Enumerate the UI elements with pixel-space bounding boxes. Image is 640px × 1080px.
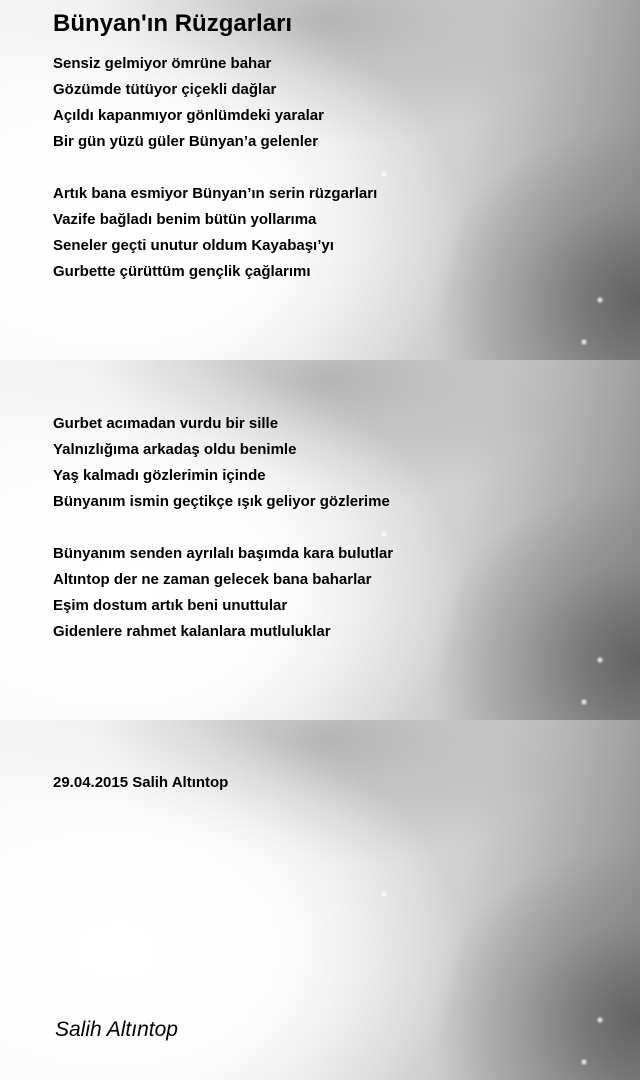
poem-line: Altıntop der ne zaman gelecek bana baharlar (53, 571, 372, 588)
poem-line: Açıldı kapanmıyor gönlümdeki yaralar (53, 107, 324, 124)
poem-line: Sensiz gelmiyor ömrüne bahar (53, 55, 272, 72)
poem-line: Yalnızlığıma arkadaş oldu benimle (53, 441, 297, 458)
poem-line: Gözümde tütüyor çiçekli dağlar (53, 81, 277, 98)
sparkle-decoration (596, 296, 604, 304)
sparkle-decoration (596, 656, 604, 664)
poem-panel-2 (0, 360, 640, 720)
sparkle-decoration (580, 338, 588, 346)
sparkle-decoration (580, 1058, 588, 1066)
author-signature: Salih Altıntop (55, 1018, 178, 1041)
poem-panel-3 (0, 720, 640, 1080)
sparkle-decoration (380, 170, 388, 178)
sparkle-decoration (380, 890, 388, 898)
poem-stanza-3 (53, 411, 390, 515)
poem-line: Eşim dostum artık beni unuttular (53, 597, 288, 614)
poem-line: Seneler geçti unutur oldum Kayabaşı’yı (53, 237, 334, 254)
sparkle-decoration (580, 698, 588, 706)
poem-stanza-4 (53, 541, 393, 645)
sparkle-decoration (596, 1016, 604, 1024)
date-author-line: 29.04.2015 Salih Altıntop (53, 774, 229, 791)
poem-line: Vazife bağladı benim bütün yollarıma (53, 211, 317, 228)
poem-title: Bünyan'ın Rüzgarları (53, 10, 293, 37)
poem-line: Gidenlere rahmet kalanlara mutluluklar (53, 623, 331, 640)
poem-stanza-2 (53, 181, 377, 285)
poem-line: Bünyanım ismin geçtikçe ışık geliyor gözlerime (53, 493, 390, 510)
poem-line: Gurbette çürüttüm gençlik çağlarımı (53, 263, 311, 280)
poem-line: Bünyanım senden ayrılalı başımda kara bulutlar (53, 545, 394, 562)
poem-line: Yaş kalmadı gözlerimin içinde (53, 467, 266, 484)
poem-stanza-1 (53, 51, 324, 155)
poem-line: Gurbet acımadan vurdu bir sille (53, 415, 279, 432)
poem-panel-1 (0, 0, 640, 360)
sparkle-decoration (380, 530, 388, 538)
poem-line: Artık bana esmiyor Bünyan’ın serin rüzgarları (53, 185, 378, 202)
poem-line: Bir gün yüzü güler Bünyan’a gelenler (53, 133, 319, 150)
